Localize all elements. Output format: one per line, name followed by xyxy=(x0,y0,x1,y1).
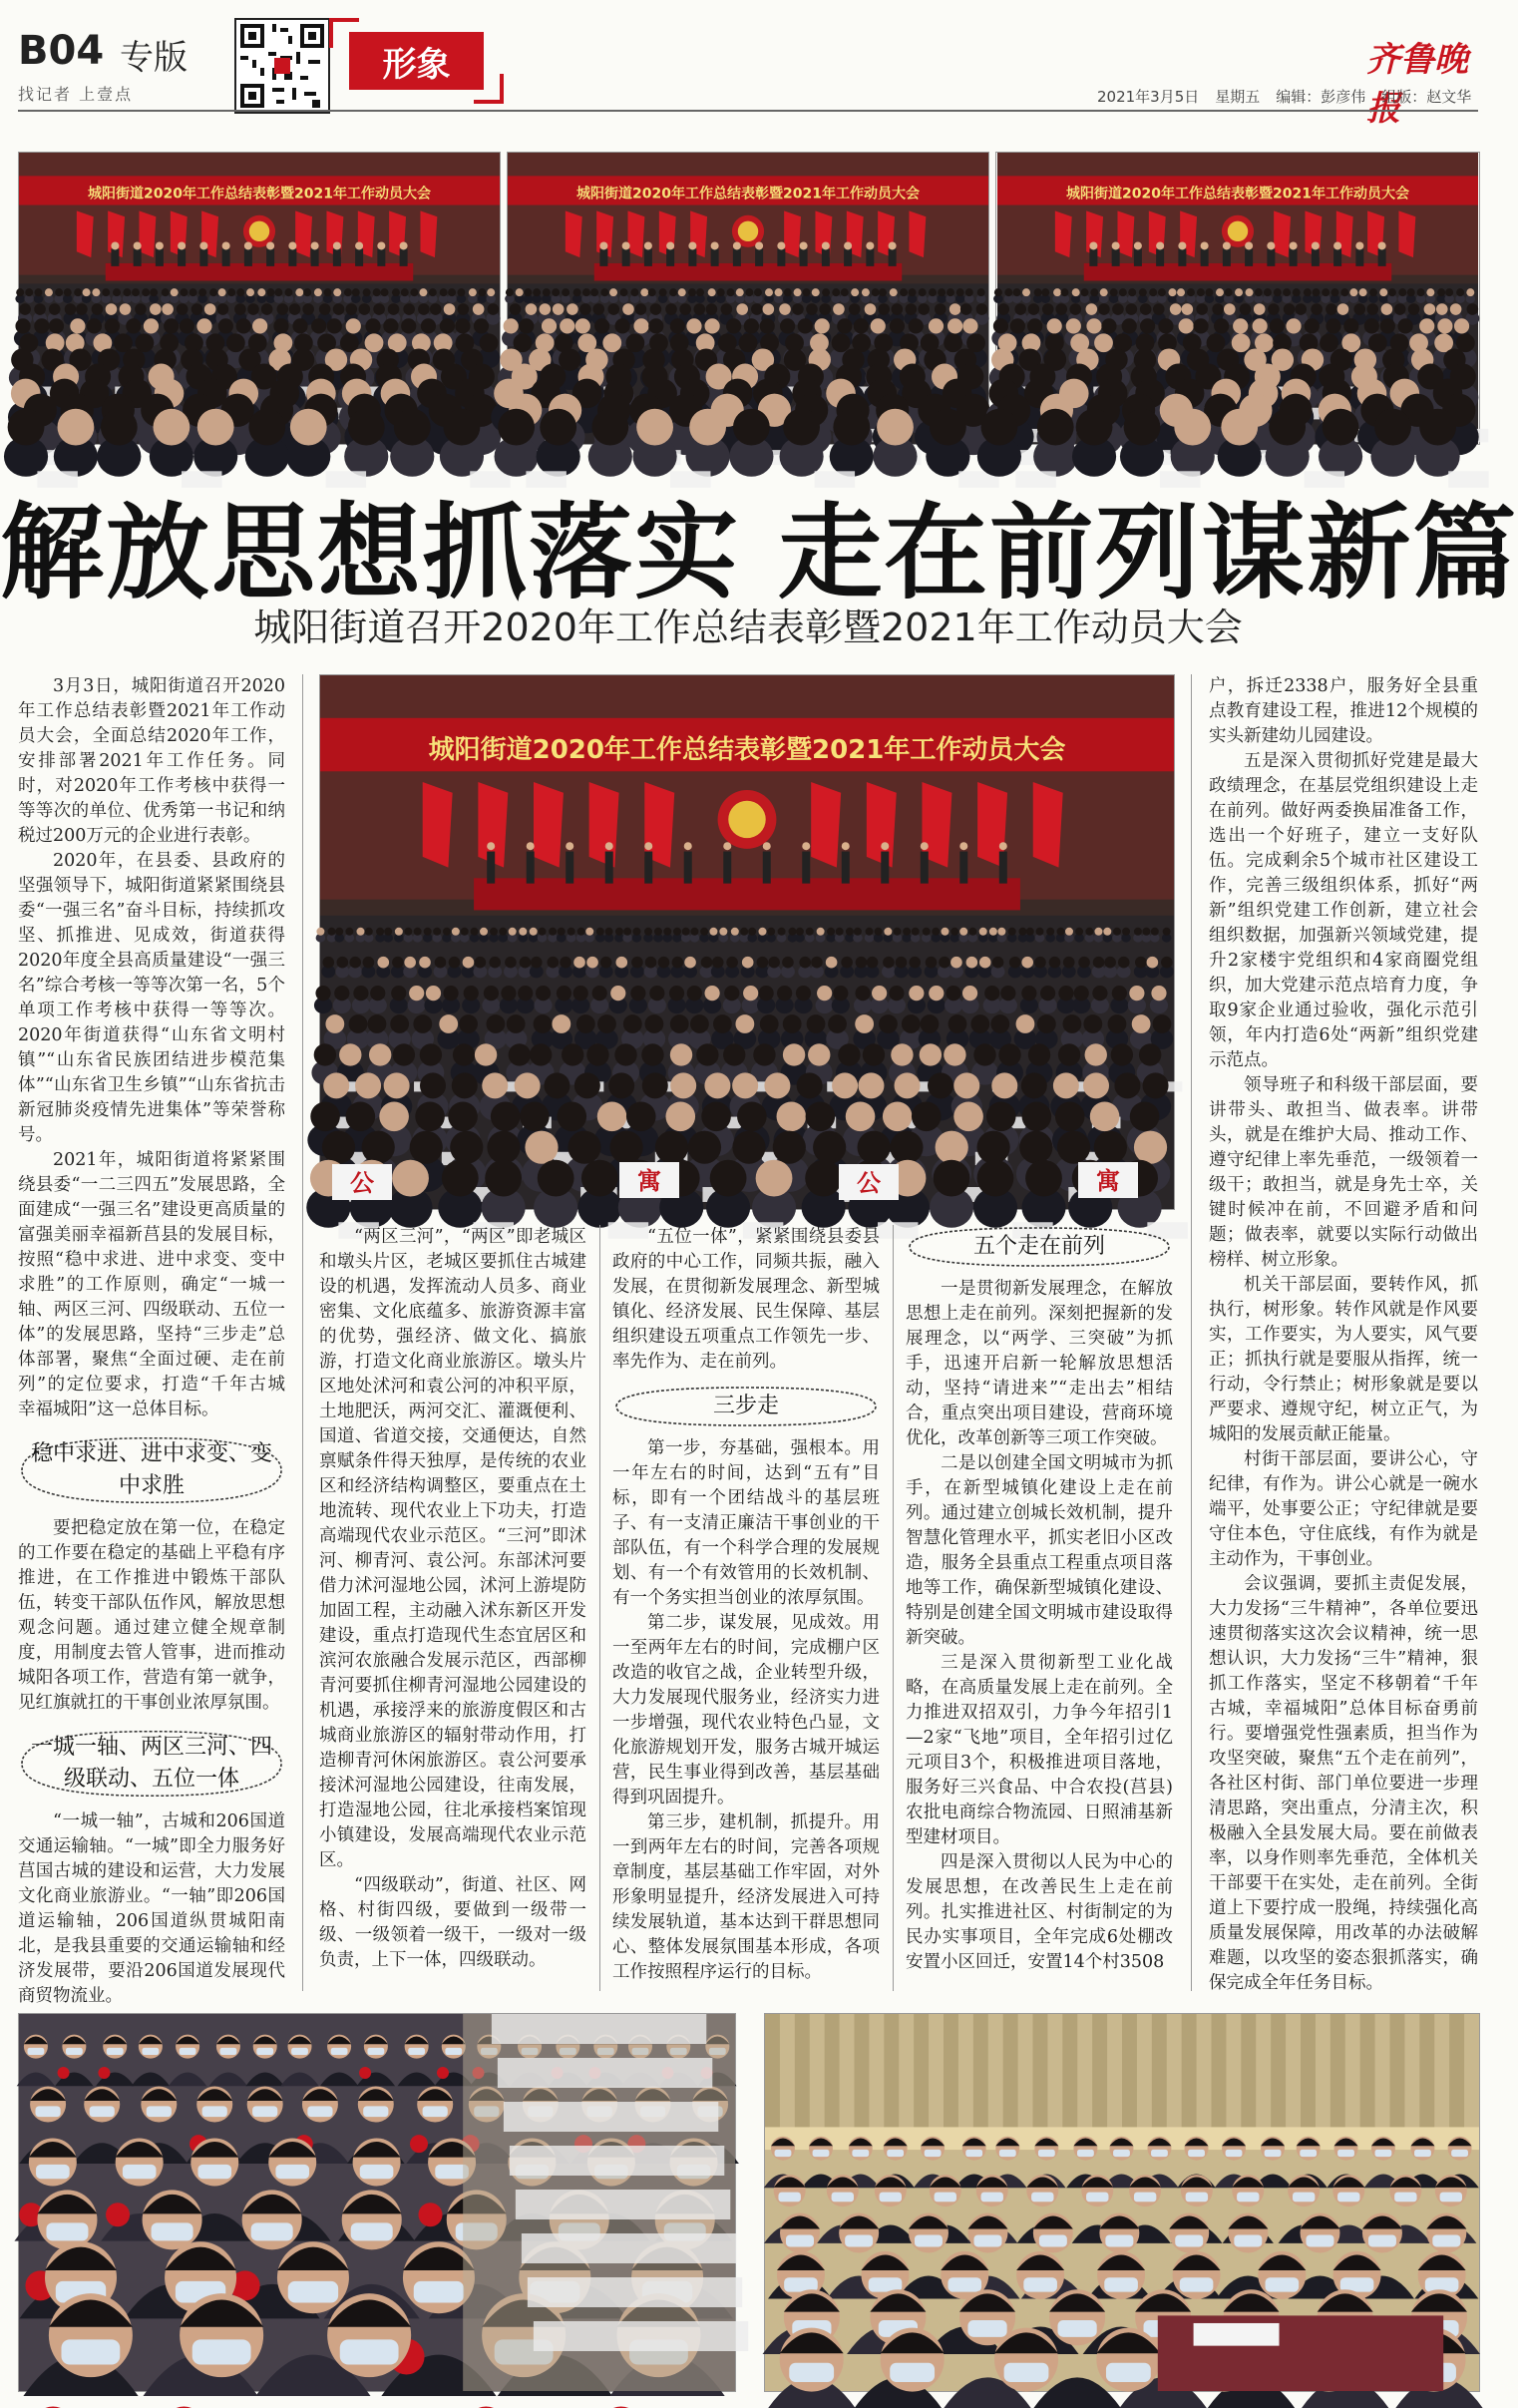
seat-sign: 寓 xyxy=(637,1167,661,1195)
paragraph: 机关干部层面，要转作风，抓执行，树形象。转作风就是作风要实，工作要实，为人要实，风气要正；抓执行就是要服从指挥，统一行动，令行禁止；树形象就是要以严要求、遵规守纪，树立正气，为城阳的发展贡献正能量。 xyxy=(1209,1275,1478,1444)
qr-code[interactable] xyxy=(234,18,330,114)
paragraph: “五位一体”，紧紧围绕县委县政府的中心工作，同频共振，融入发展，在贯彻新发展理念、新型城镇化、经济发展、民生保障、基层组织建设五项重点工作领先一步、率先作为、走在前列。 xyxy=(612,1227,880,1372)
paragraph: 第二步，谋发展，见成效。用一至两年左右的时间，完成棚户区改造的收官之战，企业转型升级，大力发展现代服务业，经济实力进一步增强，现代农业特色凸显，文化旅游规划开发，服务古城开城运营，民生事业得到改善，基层基础得到巩固提升。 xyxy=(612,1613,880,1807)
audience-photo xyxy=(765,2014,1479,2391)
top-photo-2 xyxy=(507,152,989,445)
paragraph: 一是贯彻新发展理念，在解放思想上走在前列。深刻把握新的发展理念，以“两学、三突破”为抓手，迅速开启新一轮解放思想活动，坚持“请进来”“走出去”相结合，重点突出项目建设，营商环境优化，改革创新等三项工作突破。 xyxy=(906,1279,1173,1448)
seat-sign: 公 xyxy=(350,1169,374,1197)
issue-date: 2021年3月5日 xyxy=(1097,88,1200,106)
slogan: 找记者 上壹点 xyxy=(18,85,134,104)
column-divider xyxy=(599,1225,600,1991)
paragraph: 2020年，在县委、县政府的坚强领导下，城阳街道紧紧围绕县委“一强三名”奋斗目标，持续抓攻坚、抓推进、见成效，街道获得2020年度全县高质量建设“一强三名”综合考核一等等次第一名，5个单项工作考核中获得一等等次。2020年街道获得“山东省文明村镇”“山东省民族团结进步模范集体”“山东省卫生乡镇”“山东省抗击新冠肺炎疫情先进集体”等荣誉称号。 xyxy=(18,851,285,1145)
paragraph: 第三步，建机制，抓提升。用一到两年左右的时间，完善各项规章制度，基层基础工作牢固，对外形象明显提升，经济发展进入可持续发展轨道，基本达到干群思想同心、整体发展氛围基本形成，各项工作按照程序运行的目标。 xyxy=(612,1812,880,1982)
paragraph: 2021年，城阳街道将紧紧围绕县委“一二三四五”发展思路，全面建成“一强三名”建设更高质量的富强美丽幸福新莒县的发展目标，按照“稳中求进、进中求变、变中求胜”的工作原则，确定“一城一轴、两区三河、四级联动、五位一体”的发展思路，坚持“三步走”总体部署，聚焦“全面过硬、走在前列”的定位要求，打造“千年古城 幸福城阳”这一总体目标。 xyxy=(18,1150,285,1419)
column-divider xyxy=(302,674,303,1991)
paragraph: 三是深入贯彻新型工业化战略，在高质量发展上走在前列。全力推进双招双引，力争今年招引1—2家“飞地”项目，全年招引过亿元项目3个，积极推进项目落地，服务好三兴食品、中合农投(莒县)农批电商综合物流园、日照浦基新型建材项目。 xyxy=(906,1653,1173,1847)
section-subhead: 三步走 xyxy=(612,1385,880,1428)
conference-hall-photo xyxy=(320,675,1174,1209)
issue-weekday: 星期五 xyxy=(1215,88,1261,106)
paragraph: 村街干部层面，要讲公心，守纪律，有作为。讲公心就是一碗水端平，处事要公正；守纪律就是要守住本色，守住底线，有作为就是主动作为，干事创业。 xyxy=(1209,1449,1478,1569)
conference-hall-photo xyxy=(996,153,1479,444)
paragraph: 四是深入贯彻以人民为中心的发展思想，在改善民生上走在前列。扎实推进社区、村街制定的为民办实事项目，全年完成6处棚改安置小区回迁，安置14个村3508 xyxy=(906,1852,1173,1972)
section-subhead: 一城一轴、两区三河、四级联动、五位一体 xyxy=(18,1726,285,1802)
header-rule xyxy=(18,110,1478,112)
newspaper-logo: 齐鲁晚报 xyxy=(1366,40,1468,129)
paragraph: “两区三河”，“两区”即老城区和墩头片区，老城区要抓住古城建设的机遇，发挥流动人员多、商业密集、文化底蕴多、旅游资源丰富的优势，强经济、做文化、搞旅游，打造文化商业旅游区。墩头片区地处沭河和袁公河的冲积平原，土地肥沃，两河交汇、灌溉便利、国道、省道交接，交通便达，自然禀赋条件得天独厚，是传统的农业区和经济结构调整区，要重点在土地流转、现代农业上下功夫，打造高端现代农业示范区。“三河”即沭河、柳青河、袁公河。东部沭河要借力沭河湿地公园，沭河上游堤防加固工程，主动融入沭东新区开发建设，重点打造现代生态宜居区和滨河农旅融合发展示范区，西部柳青河要抓住柳青河湿地公园建设的机遇，承接浮来的旅游度假区和古城商业旅游区的辐射带动作用，打造柳青河休闲旅游区。袁公河要承接沭河湿地公园建设，往南发展，打造湿地公园，往北承接档案馆现小镇建设，发展高端现代农业示范区。 xyxy=(319,1227,586,1870)
column-divider xyxy=(1191,674,1192,1991)
column-5 xyxy=(1209,674,1478,1991)
headline: 解放思想抓落实 走在前列谋新篇 xyxy=(0,492,1518,613)
column-divider xyxy=(893,1225,894,1991)
meta-bar xyxy=(1097,86,1481,107)
seat-sign: 寓 xyxy=(1096,1167,1120,1195)
page-number: B04 xyxy=(18,28,105,74)
layout-credit: 组版：赵文华 xyxy=(1381,88,1472,106)
banner-text: 城阳街道2020年工作总结表彰暨2021年工作动员大会 xyxy=(576,186,920,202)
bottom-photo-left xyxy=(18,2013,736,2392)
editor-credit: 编辑：彭彦伟 xyxy=(1276,88,1366,106)
conference-hall-photo xyxy=(19,153,500,444)
paragraph: 3月3日，城阳街道召开2020年工作总结表彰暨2021年工作动员大会，全面总结2020年工作，安排部署2021年工作任务。同时，对2020年工作考核中获得一等等次的单位、优秀第一书记和纳税过200万元的企业进行表彰。 xyxy=(18,676,285,846)
section-subhead: 稳中求进、进中求变、变中求胜 xyxy=(18,1432,285,1508)
main-photo xyxy=(319,674,1175,1210)
top-photo-1 xyxy=(18,152,501,445)
banner-text: 城阳街道2020年工作总结表彰暨2021年工作动员大会 xyxy=(88,186,431,202)
section-subhead: 五个走在前列 xyxy=(906,1225,1173,1269)
column-3 xyxy=(612,1225,880,1991)
banner-text: 城阳街道2020年工作总结表彰暨2021年工作动员大会 xyxy=(428,734,1066,765)
paragraph: 二是以创建全国文明城市为抓手，在新型城镇化建设上走在前列。通过建立创城长效机制，提升智慧化管理水平，抓实老旧小区改造，服务全县重点工程重点项目落地等工作，确保新型城镇化建设、特别是创建全国文明城市建设取得新突破。 xyxy=(906,1453,1173,1648)
sub-headline: 城阳街道召开2020年工作总结表彰暨2021年工作动员大会 xyxy=(253,605,1243,649)
paragraph: “一城一轴”，古城和206国道交通运输轴。“一城”即全力服务好莒国古城的建设和运营，大力发展文化商业旅游业。“一轴”即206国道运输轴，206国道纵贯城阳南北，是我县重要的交通运输轴和经济发展带，要沿206国道发展现代商贸物流业。 xyxy=(18,1811,285,2006)
paragraph: 五是深入贯彻抓好党建是最大政绩理念，在基层党组织建设上走在前列。做好两委换届准备工作，选出一个好班子，建立一支好队伍。完成剩余5个城市社区建设工作，完善三级组织体系，抓好“两新”组织党建工作创新，建立社会组织数据，加强新兴领域党建，提升2家楼宇党组织和4家商圈党组织，加大党建示范点培育力度，争取9家企业通过验收，强化示范引领，年内打造6处“两新”组织党建示范点。 xyxy=(1209,751,1478,1070)
paragraph: “四级联动”，街道、社区、网格、村街四级，要做到一级带一级、一级领着一级干，一级对一级负责，上下一体，四级联动。 xyxy=(319,1875,586,1970)
paragraph: 领导班子和科级干部层面，要讲带头、敢担当、做表率。讲带头，就是在维护大局、推动工作、遵守纪律上率先垂范，一级领着一级干；敢担当，就是身先士卒，关键时候冲在前，不回避矛盾和问题；做表率，就要以实际行动做出榜样、树立形象。 xyxy=(1209,1075,1478,1270)
top-photo-3 xyxy=(995,152,1480,445)
seat-sign: 公 xyxy=(857,1169,881,1197)
section-tag: 形象 xyxy=(349,32,484,90)
audience-photo xyxy=(19,2014,735,2391)
paragraph: 第一步，夯基础，强根本。用一年左右的时间，达到“五有”目标，即有一个团结战斗的基层班子、有一支清正廉洁干事创业的干部队伍，有一个科学合理的发展规划、有一个有效管用的长效机制、有一个务实担当创业的浓厚氛围。 xyxy=(612,1438,880,1608)
paragraph: 户，拆迁2338户，服务好全县重点教育建设工程，推进12个规模的实头新建幼儿园建设。 xyxy=(1209,676,1478,746)
paragraph: 要把稳定放在第一位，在稳定的工作要在稳定的基础上平稳有序推进，在工作推进中锻炼干部队伍，转变干部队伍作风，解放思想观念问题。通过建立健全规章制度，用制度去管人管事，进而推动城阳各项工作，营造有第一就争，见红旗就扛的干事创业浓厚氛围。 xyxy=(18,1518,285,1713)
column-2 xyxy=(319,1225,586,1991)
bottom-photo-right xyxy=(764,2013,1480,2392)
conference-hall-photo xyxy=(508,153,988,444)
column-1 xyxy=(18,674,285,2006)
edition-label: 专版 xyxy=(120,38,188,78)
paragraph: 会议强调，要抓主责促发展，大力发扬“三牛精神”，各单位要迅速贯彻落实这次会议精神，统一思想认识，大力发扬“三牛”精神，狠抓工作落实，坚定不移朝着“千年古城，幸福城阳”总体目标奋勇前行。要增强党性强素质，担当作为攻坚突破，聚焦“五个走在前列”，各社区村街、部门单位要进一步理清思路，突出重点，分清主次，积极融入全县发展大局。要在前做表率，以身作则率先垂范，全体机关干部要干在实处，走在前列。全街道上下要拧成一股绳，持续强化高质量发展保障，用改革的办法破解难题，以攻坚的姿态狠抓落实，确保完成全年任务目标。 xyxy=(1209,1574,1478,1993)
banner-text: 城阳街道2020年工作总结表彰暨2021年工作动员大会 xyxy=(1066,186,1409,202)
column-4 xyxy=(906,1225,1173,1991)
